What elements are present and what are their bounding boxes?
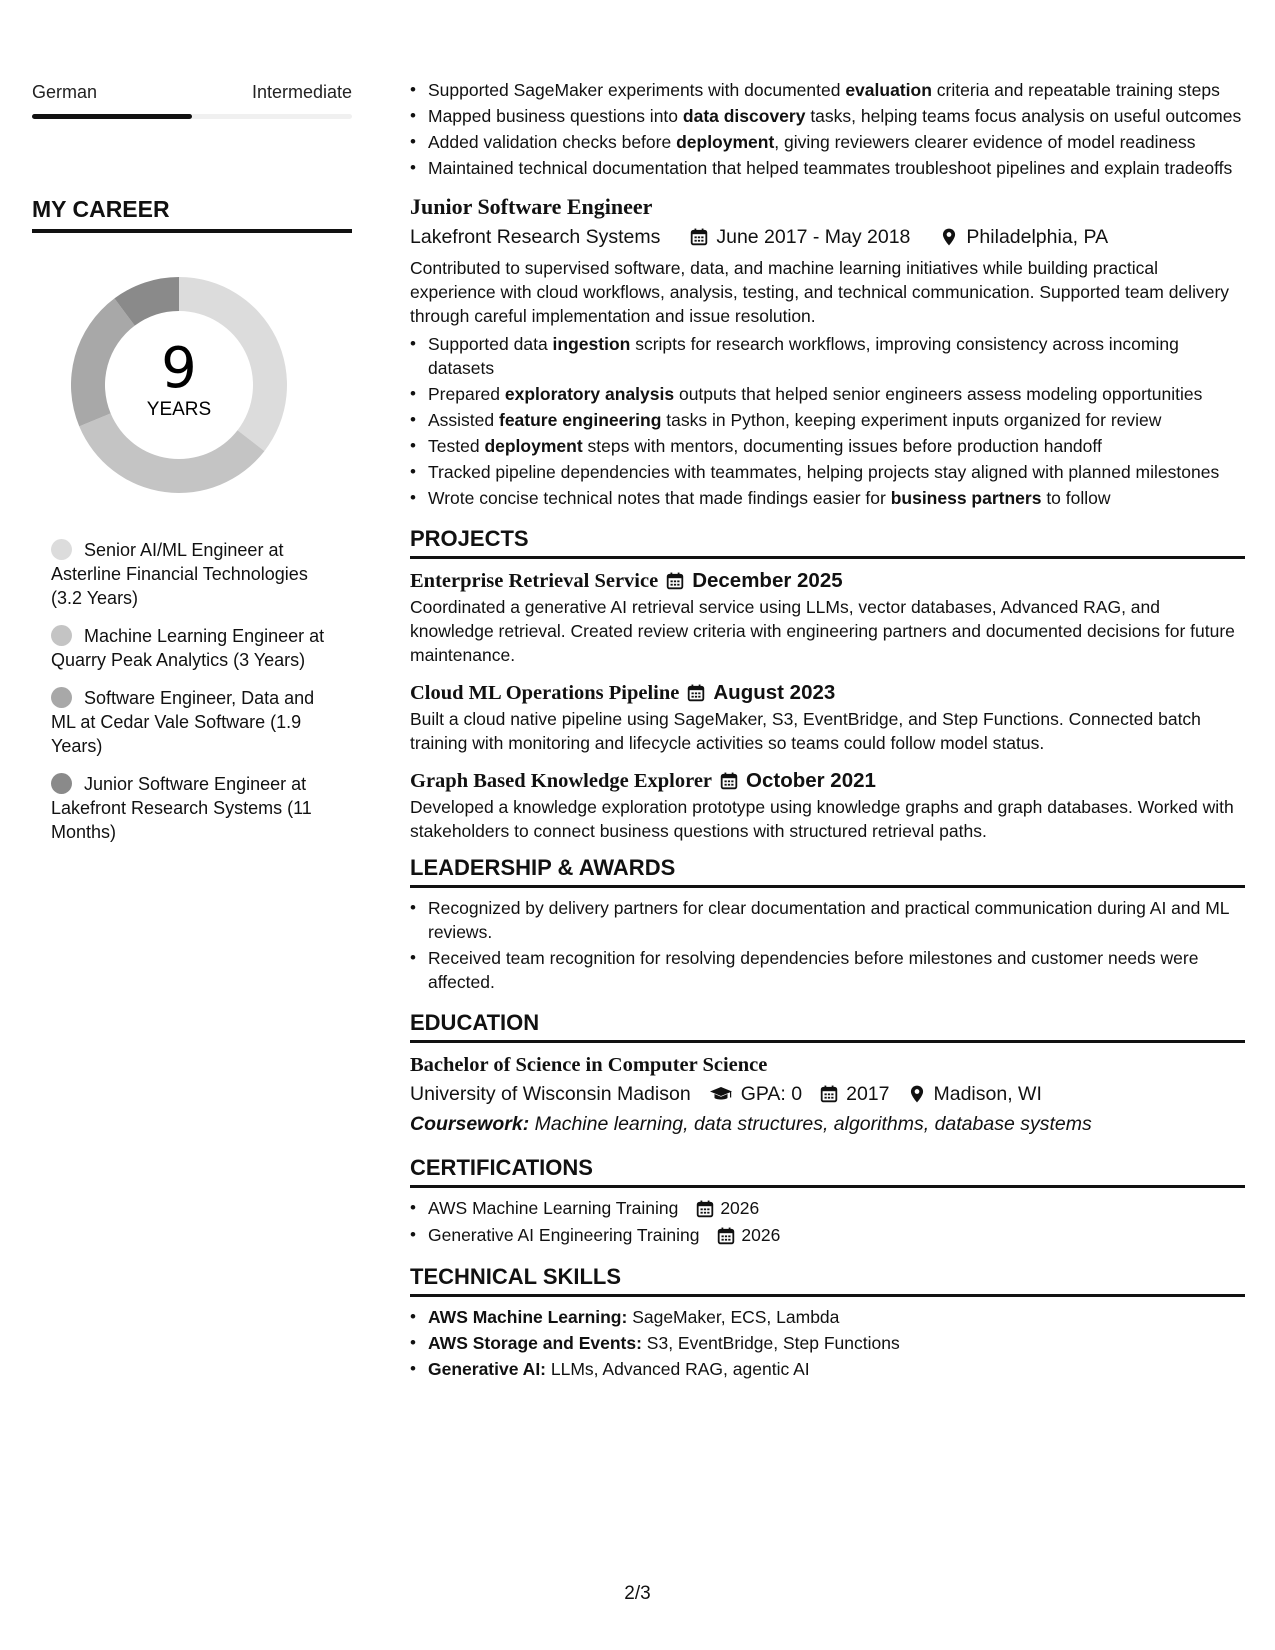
projects-list	[410, 567, 1245, 843]
job-bullet-text: Wrote concise technical notes that made findings easier for	[428, 488, 891, 508]
previous-job-bullet-text: criteria and repeatable training steps	[931, 80, 1220, 100]
previous-job-bullet-keyword: evaluation	[845, 80, 932, 100]
education-meta	[410, 1079, 1245, 1109]
education-heading: EDUCATION	[410, 1010, 1245, 1043]
skill-value: S3, EventBridge, Step Functions	[641, 1333, 900, 1353]
language-row	[32, 82, 352, 103]
skill-item	[410, 1331, 1245, 1355]
job-bullet-keyword: exploratory analysis	[504, 384, 675, 404]
skill-item	[410, 1357, 1245, 1381]
job-bullets	[410, 332, 1245, 510]
graduation-cap-icon	[709, 1085, 733, 1103]
job-bullet	[410, 434, 1245, 458]
career-total-unit: YEARS	[146, 399, 212, 420]
donut-segment-2	[79, 413, 264, 493]
skill-label: AWS Machine Learning:	[428, 1307, 628, 1327]
calendar-icon	[720, 772, 738, 790]
career-legend	[51, 538, 341, 858]
certification-name: • Generative AI Engineering Training	[428, 1225, 700, 1245]
job-bullet-text: to follow	[1041, 488, 1111, 508]
education-degree: Bachelor of Science in Computer Science	[410, 1054, 768, 1076]
legend-label: Senior AI/ML Engineer at Asterline Financial Technologies (3.2 Years)	[51, 540, 308, 608]
certification-item	[410, 1196, 1245, 1221]
previous-job-bullet-text: Maintained technical documentation that helped teammates troubleshoot pipelines and explain tradeoffs	[428, 158, 1233, 178]
calendar-icon	[687, 684, 705, 702]
job-bullet-text: steps with mentors, documenting issues before production handoff	[582, 436, 1102, 456]
previous-job-bullet-text: Mapped business questions into	[428, 106, 683, 126]
skill-value: SageMaker, ECS, Lambda	[627, 1307, 840, 1327]
job-bullet-text: Tracked pipeline dependencies with teammates, helping projects stay aligned with planned milestones	[428, 462, 1220, 482]
leadership-item: • Recognized by delivery partners for clear documentation and practical communication during AI and ML reviews.	[410, 896, 1245, 944]
donut-segment-3	[71, 298, 135, 426]
education-gpa: GPA: 0	[740, 1083, 803, 1105]
job-bullet-text: Supported data	[428, 334, 553, 354]
job-bullet-text: Assisted	[428, 410, 499, 430]
job-meta	[410, 222, 1245, 252]
coursework-label: Coursework:	[410, 1113, 530, 1135]
language-progress-bar	[32, 114, 352, 119]
legend-dot	[51, 687, 72, 708]
project-title: Graph Based Knowledge Explorer	[410, 770, 713, 792]
previous-job-bullet-text: Supported SageMaker experiments with documented	[428, 80, 846, 100]
calendar-icon	[690, 228, 708, 246]
job-bullet-text: scripts for research workflows, improving consistency across incoming datasets	[428, 334, 1179, 378]
project-date: October 2021	[746, 769, 876, 792]
certification-name: • AWS Machine Learning Training	[428, 1198, 679, 1218]
location-pin-icon	[940, 228, 958, 246]
legend-dot	[51, 625, 72, 646]
leadership-heading: LEADERSHIP & AWARDS	[410, 855, 1245, 888]
career-donut-chart	[64, 270, 294, 500]
calendar-icon	[696, 1200, 714, 1218]
legend-item	[51, 772, 341, 844]
job-bullet-text: Tested	[428, 436, 485, 456]
legend-item	[51, 686, 341, 758]
job-bullet-keyword: business partners	[890, 488, 1042, 508]
calendar-icon	[666, 572, 684, 590]
project-description: Developed a knowledge exploration prototype using knowledge graphs and graph databases. Worked with stakeholders to connect business questions with structured retrieval paths.	[410, 797, 1234, 841]
legend-dot	[51, 539, 72, 560]
job-bullet-text: Prepared	[428, 384, 505, 404]
certification-row	[428, 1223, 780, 1248]
skills-list	[410, 1305, 1245, 1381]
leadership-list	[410, 896, 1245, 994]
certifications-heading: CERTIFICATIONS	[410, 1155, 1245, 1188]
job-bullet-text: outputs that helped senior engineers assess modeling opportunities	[674, 384, 1203, 404]
calendar-icon	[820, 1085, 838, 1103]
previous-job-bullet-text: Added validation checks before	[428, 132, 677, 152]
skills-heading: TECHNICAL SKILLS	[410, 1264, 1245, 1297]
job-company: Lakefront Research Systems	[410, 226, 661, 248]
previous-job-bullet-keyword: data discovery	[682, 106, 806, 126]
job-bullet	[410, 332, 1245, 380]
job-bullet-text: tasks in Python, keeping experiment inputs organized for review	[661, 410, 1162, 430]
certification-year: 2026	[720, 1198, 760, 1218]
job-bullet	[410, 486, 1245, 510]
certification-item	[410, 1223, 1245, 1248]
project-title-row	[410, 679, 1245, 707]
legend-item	[51, 624, 341, 672]
skill-item	[410, 1305, 1245, 1329]
project-title: Cloud ML Operations Pipeline	[410, 682, 680, 704]
projects-heading: PROJECTS	[410, 526, 1245, 559]
skill-label: AWS Storage and Events:	[428, 1333, 642, 1353]
education-school: University of Wisconsin Madison	[410, 1083, 691, 1105]
certifications-list	[410, 1196, 1245, 1248]
legend-label: Software Engineer, Data and ML at Cedar Vale Software (1.9 Years)	[51, 688, 315, 756]
skill-label: Generative AI:	[428, 1359, 547, 1379]
language-progress-fill	[32, 114, 192, 119]
location-pin-icon	[908, 1085, 926, 1103]
previous-job-bullet-text: , giving reviewers clearer evidence of model readiness	[774, 132, 1196, 152]
coursework-text: Machine learning, data structures, algorithms, database systems	[534, 1113, 1092, 1135]
previous-job-bullet	[410, 156, 1245, 180]
project-date: December 2025	[692, 569, 843, 592]
previous-job-bullets	[410, 78, 1245, 180]
job-bullet-keyword: deployment	[484, 436, 583, 456]
project-date: August 2023	[713, 681, 836, 704]
certification-row	[428, 1196, 759, 1221]
education-year: 2017	[846, 1083, 890, 1105]
previous-job-bullet	[410, 130, 1245, 154]
right-column	[410, 78, 1245, 1383]
legend-dot	[51, 773, 72, 794]
career-total-number: 9	[161, 336, 197, 401]
project-title: Enterprise Retrieval Service	[410, 570, 659, 592]
skill-value: LLMs, Advanced RAG, agentic AI	[546, 1359, 810, 1379]
language-level: Intermediate	[251, 82, 352, 102]
project-description: Coordinated a generative AI retrieval service using LLMs, vector databases, Advanced RAG, and knowledge retrieval. Created review criteria with engineering partners and documented decisions for future maintenance.	[410, 597, 1235, 665]
job-bullet-keyword: feature engineering	[499, 410, 662, 430]
project-title-row	[410, 767, 1245, 795]
previous-job-bullet	[410, 78, 1245, 102]
project-title-row	[410, 567, 1245, 595]
career-heading: MY CAREER	[32, 196, 352, 233]
previous-job-bullet-keyword: deployment	[676, 132, 775, 152]
legend-label: Machine Learning Engineer at Quarry Peak Analytics (3 Years)	[51, 626, 325, 670]
leadership-item: • Received team recognition for resolving dependencies before milestones and customer needs were affected.	[410, 946, 1245, 994]
job-title: Junior Software Engineer	[410, 194, 653, 219]
job-bullet	[410, 382, 1245, 406]
job-location: Philadelphia, PA	[966, 226, 1109, 248]
job-bullet	[410, 408, 1245, 432]
page-number: 2/3	[624, 1583, 651, 1604]
legend-item	[51, 538, 341, 610]
calendar-icon	[717, 1227, 735, 1245]
education-location: Madison, WI	[933, 1083, 1042, 1105]
job-bullet	[410, 460, 1245, 484]
job-description: Contributed to supervised software, data, and machine learning initiatives while building practical experience with cloud workflows, analysis, testing, and technical communication. Supported team delivery through careful implementation and issue resolution.	[410, 258, 1230, 326]
education-coursework	[410, 1109, 1245, 1139]
project-description: Built a cloud native pipeline using SageMaker, S3, EventBridge, and Step Functions. Connected batch training with monitoring and lifecycle activities so teams could follow model status.	[410, 709, 1201, 753]
job-dates: June 2017 - May 2018	[716, 226, 911, 248]
previous-job-bullet	[410, 104, 1245, 128]
legend-label: Junior Software Engineer at Lakefront Research Systems (11 Months)	[51, 774, 312, 842]
previous-job-bullet-text: tasks, helping teams focus analysis on useful outcomes	[805, 106, 1242, 126]
job-bullet-keyword: ingestion	[552, 334, 631, 354]
certification-year: 2026	[741, 1225, 781, 1245]
language-name: German	[32, 82, 98, 102]
